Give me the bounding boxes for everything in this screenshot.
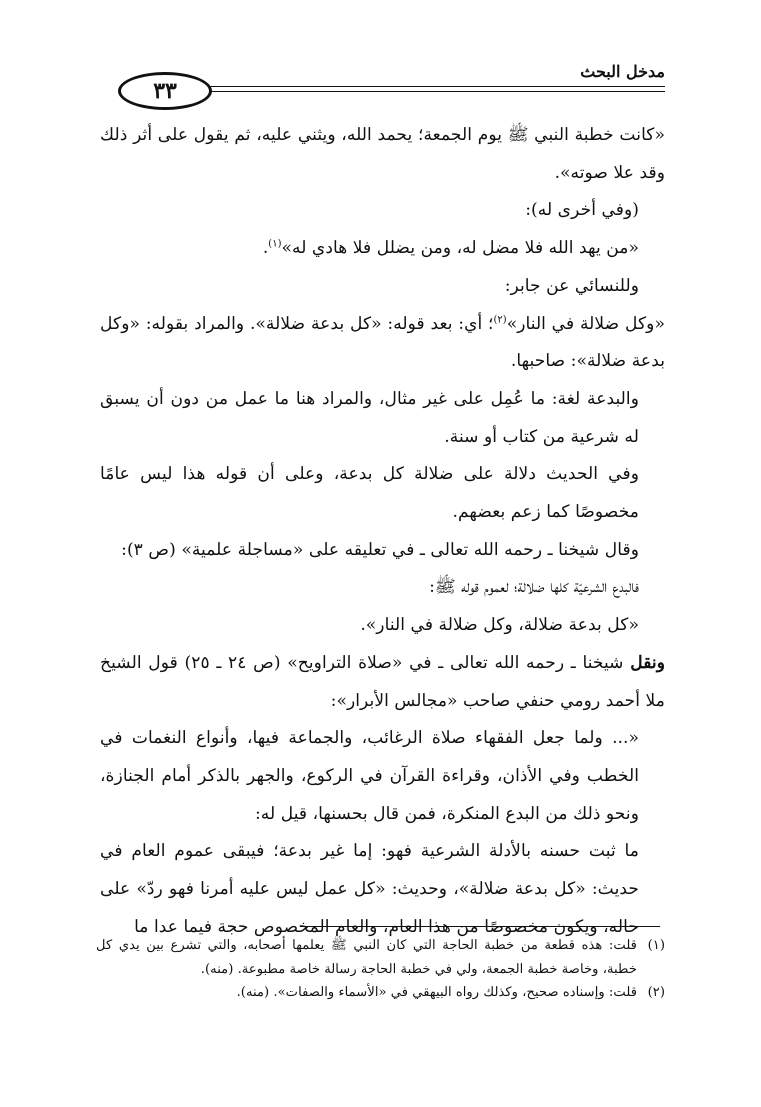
footnote-number: (٢) [647, 985, 665, 1000]
paragraph-text: شيخنا ـ رحمه الله تعالى ـ في «صلاة التراويح» (ص ٢٤ ـ ٢٥) قول الشيخ ملا أحمد رومي حنفي صاحب «مجالس الأبرار»: [100, 652, 665, 711]
paragraph-text: ؛ أي: بعد قوله: «كل بدعة ضلالة». والمراد بقوله: «وكل بدعة ضلالة»: صاحبها. [100, 313, 665, 372]
paragraph: «... ولما جعل الفقهاء صلاة الرغائب، والجماعة فيها، وأنواع النغمات في الخطب وفي الأذان، وقراءة القرآن في الركوع، والجهر بالذكر أمام الجنازة، ونحو ذلك من البدع المنكرة، فمن قال بحسنها، قيل له: [100, 728, 639, 824]
header-rule-thin [186, 91, 665, 92]
page-header [96, 56, 665, 102]
paragraph: وفي الحديث دلالة على ضلالة كل بدعة، وعلى أن قوله هذا ليس عامًا مخصوصًا كما زعم بعضهم. [100, 464, 639, 523]
footnote-text: قلت: هذه قطعة من خطبة الحاجة التي كان النبي ﷺ يعلمها أصحابه، والتي تشرع بين يدي كل خطبة، وخاصة خطبة الجمعة، ولي في خطبة الحاجة رسالة خاصة مطبوعة. (منه). [96, 938, 637, 977]
paragraph: «كانت خطبة النبي ﷺ يوم الجمعة؛ يحمد الله، ويثني عليه، ثم يقول على أثر ذلك وقد علا صوته». [100, 125, 665, 183]
paragraph: فالبدع الشرعيّة كلها ضلالة؛ لعموم قوله ﷺ: [429, 577, 639, 598]
paragraph [100, 645, 665, 720]
footnote-separator [300, 926, 660, 927]
header-rule [186, 86, 665, 87]
page-number: ٣٣ [118, 72, 212, 110]
footnote [96, 934, 665, 981]
paragraph: «كل بدعة ضلالة، وكل ضلالة في النار». [360, 615, 639, 636]
paragraph [100, 306, 665, 381]
footnote-number: (١) [647, 938, 665, 953]
footnote [96, 981, 665, 1005]
main-text [100, 117, 665, 946]
quote-text: «وكل ضلالة في النار» [506, 313, 665, 334]
footnote-ref: (٢) [493, 313, 507, 325]
bold-lead: ونقل [630, 652, 666, 673]
punctuation: . [262, 238, 269, 259]
paragraph: ما ثبت حسنه بالأدلة الشرعية فهو: إما غير بدعة؛ فيبقى عموم العام في حديث: «كل بدعة ضلالة»، وحديث: «كل عمل ليس عليه أمرنا فهو ردّ» على حاله، ويكون مخصوصًا من هذا العام، والعام المخصوص حجة فيما عدا ما [100, 841, 639, 937]
paragraph: وقال شيخنا ـ رحمه الله تعالى ـ في تعليقه على «مساجلة علمية» (ص ٣): [121, 539, 639, 560]
running-title: مدخل البحث [580, 62, 665, 81]
footnotes [96, 934, 665, 1005]
quote-text: «من يهد الله فلا مضل له، ومن يضلل فلا هادي له» [281, 238, 639, 259]
paragraph: وللنسائي عن جابر: [504, 275, 639, 296]
footnote-ref: (١) [268, 238, 282, 250]
paragraph: (وفي أخرى له): [525, 200, 639, 221]
paragraph [100, 230, 665, 268]
paragraph: والبدعة لغة: ما عُمِل على غير مثال، والمراد هنا ما عمل من دون أن يسبق له شرعية من كتاب أو سنة. [100, 388, 639, 447]
footnote-text: قلت: وإسناده صحيح، وكذلك رواه البيهقي في «الأسماء والصفات». (منه). [236, 985, 637, 1000]
